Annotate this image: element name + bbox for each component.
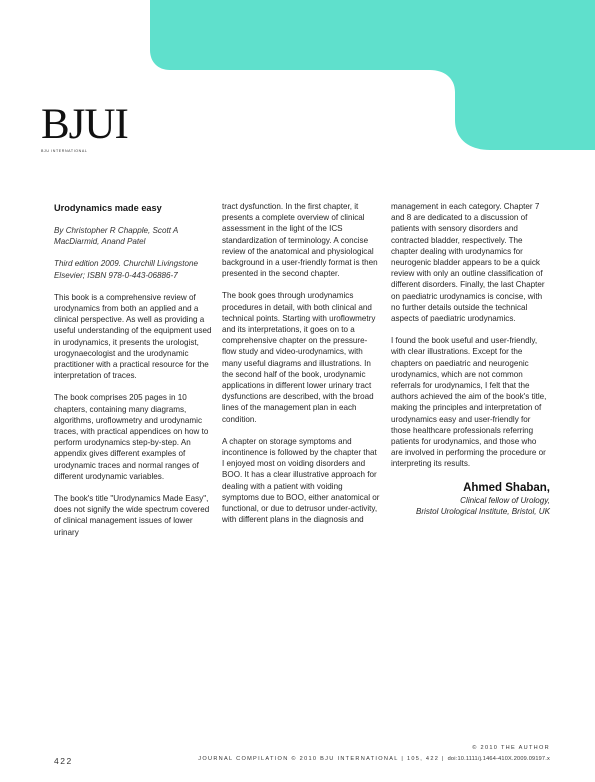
journal-line: JOURNAL COMPILATION © 2010 BJU INTERNATIONAL | 105, 422 | — [198, 756, 445, 762]
paragraph: The book's title "Urodynamics Made Easy", does not signify the wide spectrum covered of clinical management issues of lower urinary — [54, 494, 210, 537]
copyright-notice: © 2010 THE AUTHOR — [472, 745, 550, 751]
page-number: 422 — [54, 756, 73, 766]
paragraph: The book comprises 205 pages in 10 chapters, containing many diagrams, algorithms, uroflowmetry and urodynamic traces, with practical appendices on how to perform urodynamics step-by-step. An appendix gives different examples of urodynamic traces and normal ranges of different urodynamic variables. — [54, 393, 209, 481]
page-footer — [0, 742, 595, 772]
logo-mark: BJUI — [41, 101, 128, 148]
journal-citation — [198, 756, 550, 762]
paragraph: tract dysfunction. In the first chapter, it presents a complete overview of clinical assessment in the light of the ICS standardization of terminology. A concise review of the anatomical and physiological background in a user-friendly format is then presented in the second chapter. — [222, 202, 378, 279]
reviewer-signature — [391, 481, 550, 517]
reviewer-affiliation: Bristol Urological Institute, Bristol, UK — [415, 506, 550, 516]
paragraph: The book goes through urodynamics procedures in detail, with both clinical and technical points. Starting with uroflowmetry and its interpretations, it goes on to a comprehensive chapter on the pressure-flow study and video-urodynamics, with many useful diagrams and illustrations. In the second half of the book, urodynamic applications in different lower urinary tract dysfunctions are described, with the broad lines of the management plan in each condition. — [222, 291, 376, 424]
book-edition: Third edition 2009. Churchill Livingstone Elsevier; ISBN 978-0-443-06886-7 — [54, 259, 198, 280]
reviewer-role: Clinical fellow of Urology, — [460, 495, 550, 505]
section-title: Book reviews — [150, 89, 443, 150]
book-title: Urodynamics made easy — [54, 203, 162, 213]
column-2 — [222, 201, 380, 536]
column-1 — [54, 202, 214, 549]
doi: doi:10.1111/j.1464-410X.2009.09197.x — [447, 756, 550, 762]
book-authors: By Christopher R Chapple, Scott A MacDiarmid, Anand Patel — [54, 226, 179, 247]
paragraph: A chapter on storage symptoms and incontinence is followed by the chapter that I enjoyed most on voiding disorders and BOO. It has a clear illustrative approach for dealing with a patient with voiding symptoms due to BOO, either anatomical or functional, or due to detrusor under-activity, with different plans in the diagnosis and — [222, 436, 380, 525]
journal-logo — [41, 103, 128, 153]
paragraph: management in each category. Chapter 7 and 8 are dedicated to a discussion of patients with sensory disorders and contracted bladder, respectively. The chapter dealing with urodynamics for neurogenic bladder appears to be a quick review with only an outline classification of different disorders. Finally, the last Chapter on paediatric urodynamics is concise, with no further details outside the technical aspects of paediatric urodynamics. — [391, 202, 545, 324]
logo-subtitle: BJU INTERNATIONAL — [41, 149, 88, 153]
reviewer-name: Ahmed Shaban, — [463, 481, 550, 494]
paragraph: This book is a comprehensive review of urodynamics from both an applied and a clinical perspective. As well as providing a useful understanding of the equipment used in urodynamics, it presents the urologist, urogynaecologist and the urodynamic practitioner with a practical resource for the interpretation of traces. — [54, 292, 212, 381]
column-3 — [391, 201, 550, 517]
paragraph: I found the book useful and user-friendly, with clear illustrations. Except for the chapters on paediatric and neurogenic urodynamics, which are not common referrals for urodynamics, I felt that the authors achieved the aim of the book's title, making the principles and interpretation of urodynamics easy and user-friendly for those healthcare professionals referring patients for urodynamics, and those who are involved in performing the procedure or interpreting its results. — [391, 336, 547, 469]
